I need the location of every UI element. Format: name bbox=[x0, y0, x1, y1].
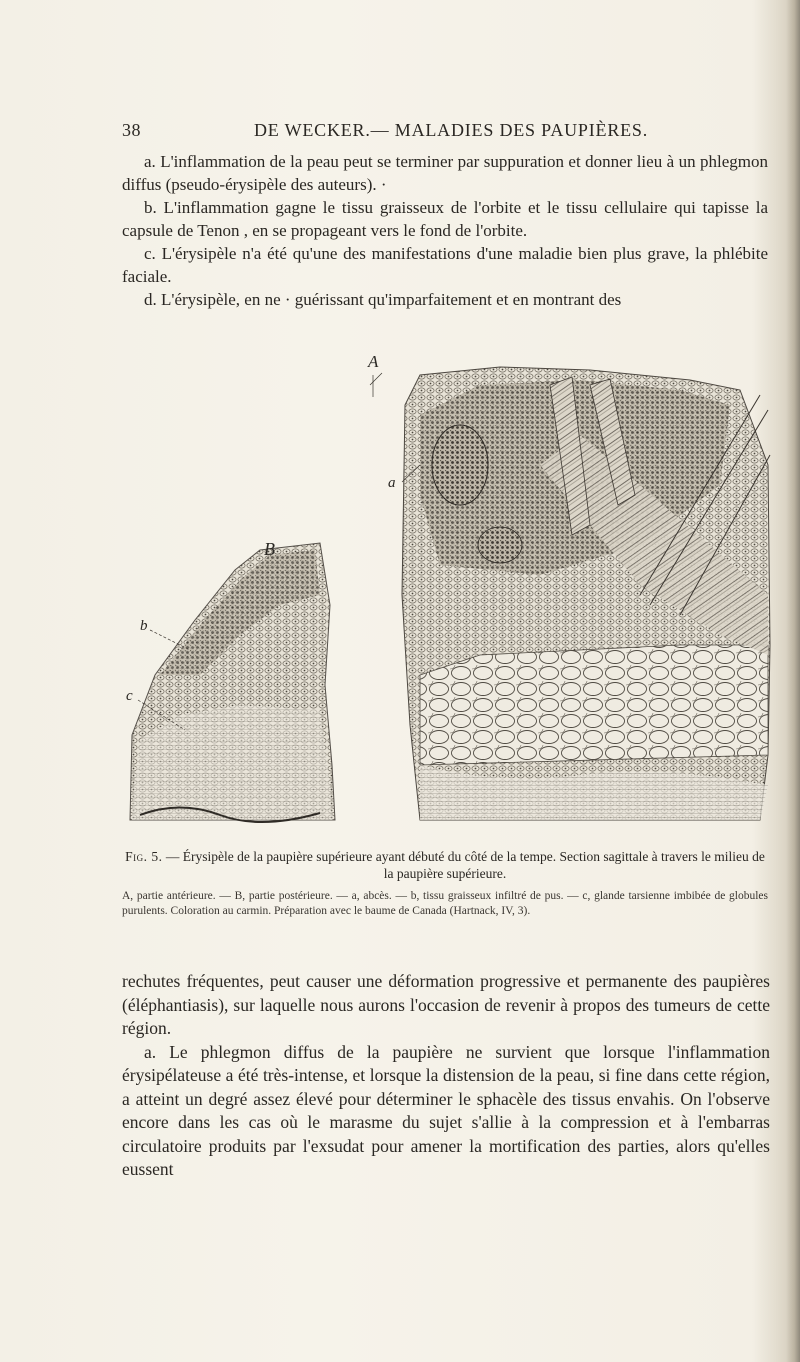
top-text-block bbox=[122, 150, 768, 311]
paragraph-d: d. L'érysipèle, en ne · guérissant qu'imparfaitement et en montrant des bbox=[144, 290, 622, 309]
caption-title-text: — Érysipèle de la paupière supérieure ayant débuté du côté de la tempe. Section sagittale à travers le milieu de la paupière supérieure. bbox=[165, 849, 765, 881]
paragraph-c: c. L'érysipèle n'a été qu'une des manifestations d'une maladie bien plus grave, la phlébite faciale. bbox=[122, 244, 768, 286]
page-header bbox=[122, 120, 772, 146]
figure-caption bbox=[122, 848, 768, 918]
running-head: DE WECKER.— MALADIES DES PAUPIÈRES. bbox=[254, 120, 649, 140]
specimen-a bbox=[402, 367, 770, 820]
label-b-upper: B bbox=[264, 539, 275, 559]
caption-figure-number: Fig. 5. bbox=[125, 849, 163, 864]
label-b-lower: b bbox=[140, 618, 148, 634]
caption-title bbox=[122, 848, 768, 882]
paragraph-a: a. L'inflammation de la peau peut se terminer par suppuration et donner lieu à un phlegmon diffus (pseudo-érysipèle des auteurs). · bbox=[122, 152, 768, 194]
label-c-lower: c bbox=[126, 688, 133, 704]
paragraph-b: b. L'inflammation gagne le tissu graisseux de l'orbite et le tissu cellulaire qui tapisse la capsule de Tenon , en se propageant vers le fond de l'orbite. bbox=[122, 198, 768, 240]
label-a-lower: a bbox=[388, 475, 396, 491]
paragraph-phlegmon: a. Le phlegmon diffus de la paupière ne survient que lorsque l'inflammation érysipélateuse a été très-intense, et lorsque la distension de la peau, si fine dans cette région, a atteint un degré assez élevé pour déterminer le sphacèle des tissus envahis. On l'observe encore dans les cas où le marasme du sujet s'allie à la compression et à l'embarras circulatoire produits par l'exsudat pour amener la mortification des parties, alors qu'elles eussent bbox=[122, 1041, 770, 1179]
histology-figure bbox=[120, 345, 780, 845]
specimen-b bbox=[130, 543, 335, 822]
histology-illustration bbox=[120, 345, 780, 845]
page-number: 38 bbox=[122, 120, 141, 140]
page-edge-shadow bbox=[786, 0, 800, 1362]
paragraph-continuation: rechutes fréquentes, peut causer une déformation progressive et permanente des paupières (éléphantiasis), sur laquelle nous aurons l'occasion de revenir à propos des tumeurs de cette région. bbox=[122, 971, 770, 1038]
caption-legend: A, partie antérieure. — B, partie postérieure. — a, abcès. — b, tissu graisseux infiltré de pus. — c, glande tarsienne imbibée de globules purulents. Coloration au carmin. Préparation avec le baume de Canada (Hartnack, IV, 3). bbox=[122, 890, 768, 917]
label-a-upper: A bbox=[368, 352, 379, 371]
bottom-text-block bbox=[122, 970, 770, 1182]
